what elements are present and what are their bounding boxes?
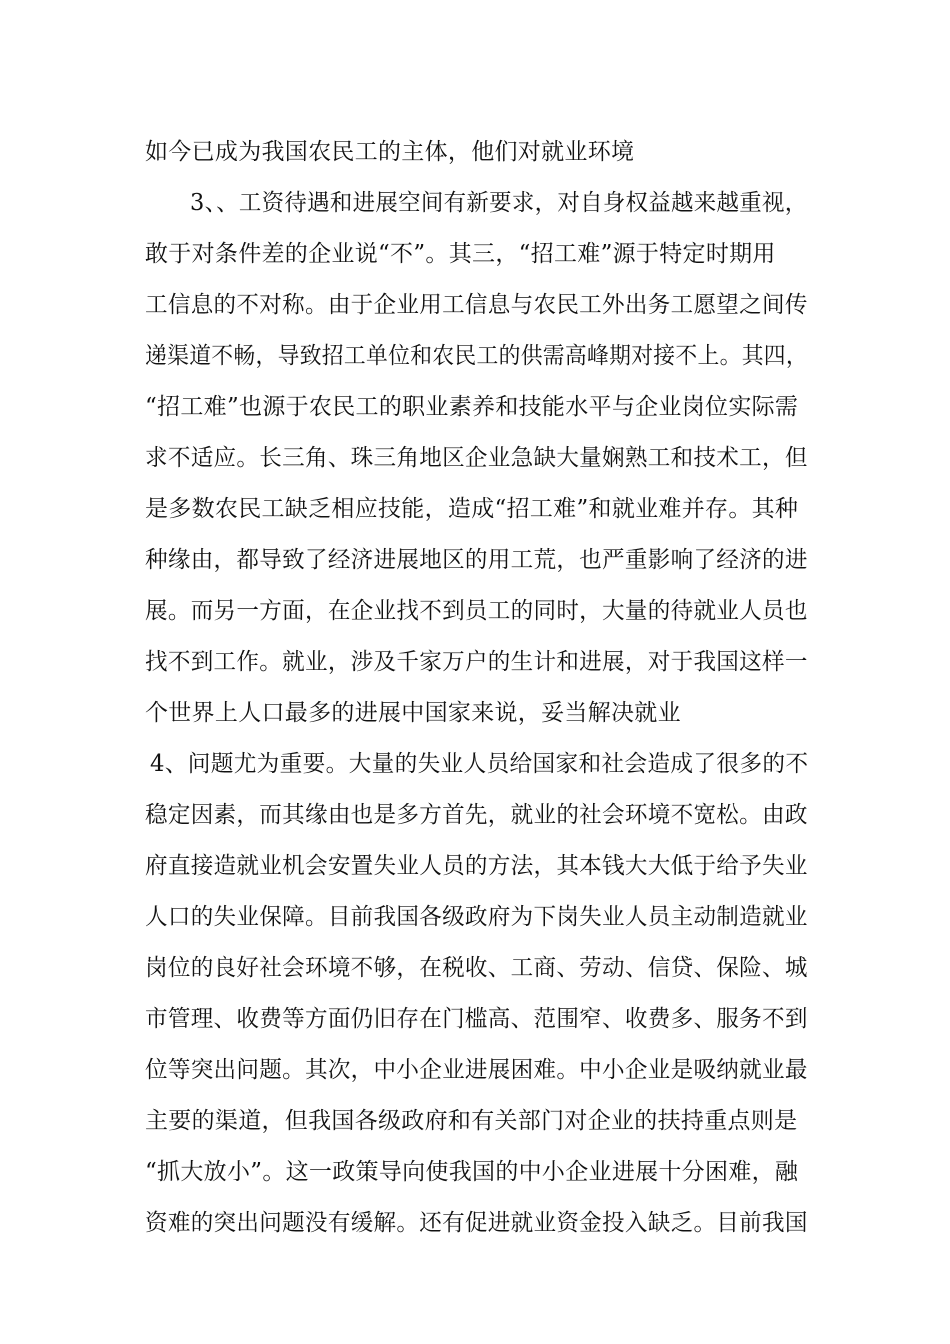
text-line: 敢于对条件差的企业说“不”。其三，“招工难”源于特定时期用 <box>145 241 776 267</box>
text-line: 递渠道不畅，导致招工单位和农民工的供需高峰期对接不上。其四， <box>145 343 808 369</box>
text-line: 位等突出问题。其次，中小企业进展困难。中小企业是吸纳就业最 <box>145 1057 808 1083</box>
text-line: 求不适应。长三角、珠三角地区企业急缺大量娴熟工和技术工，但 <box>145 445 808 471</box>
text-line: 资难的突出问题没有缓解。还有促进就业资金投入缺乏。目前我国 <box>145 1210 808 1236</box>
text-line: 展。而另一方面，在企业找不到员工的同时，大量的待就业人员也 <box>145 598 808 624</box>
text-line: “招工难”也源于农民工的职业素养和技能水平与企业岗位实际需 <box>145 394 799 420</box>
text-line: 稳定因素，而其缘由也是多方首先，就业的社会环境不宽松。由政 <box>145 802 808 828</box>
text-line: “抓大放小”。这一政策导向使我国的中小企业进展十分困难，融 <box>145 1159 799 1185</box>
text-line: 主要的渠道，但我国各级政府和有关部门对企业的扶持重点则是 <box>145 1108 798 1134</box>
text-line: 府直接造就业机会安置失业人员的方法，其本钱大大低于给予失业 <box>145 853 808 879</box>
text-line: 如今已成为我国农民工的主体，他们对就业环境 <box>145 139 635 165</box>
text-line: 4、问题尤为重要。大量的失业人员给国家和社会造成了很多的不 <box>150 751 809 777</box>
text-line: 找不到工作。就业，涉及千家万户的生计和进展，对于我国这样一 <box>145 649 808 675</box>
text-line: 工信息的不对称。由于企业用工信息与农民工外出务工愿望之间传 <box>145 292 808 318</box>
text-line: 3、、工资待遇和进展空间有新要求，对自身权益越来越重视， <box>190 190 808 216</box>
text-line: 人口的失业保障。目前我国各级政府为下岗失业人员主动制造就业 <box>145 904 808 930</box>
text-line: 是多数农民工缺乏相应技能，造成“招工难”和就业难并存。其种 <box>145 496 799 522</box>
text-line: 个世界上人口最多的进展中国家来说，妥当解决就业 <box>145 700 681 726</box>
text-line: 岗位的良好社会环境不够，在税收、工商、劳动、信贷、保险、城 <box>145 955 808 981</box>
text-line: 种缘由，都导致了经济进展地区的用工荒，也严重影响了经济的进 <box>145 547 808 573</box>
text-line: 市管理、收费等方面仍旧存在门槛高、范围窄、收费多、服务不到 <box>145 1006 808 1032</box>
